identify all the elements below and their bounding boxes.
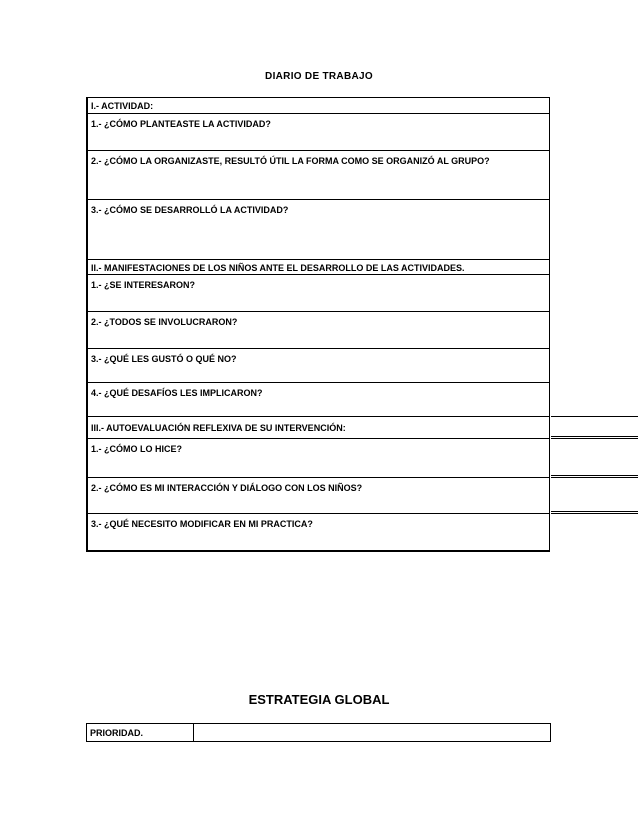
section-2-question-3[interactable]: 3.- ¿QUÉ LES GUSTÓ O QUÉ NO? [88,348,549,382]
section-3-question-3[interactable] [88,513,549,550]
section-2-question-4[interactable]: 4.- ¿QUÉ DESAFÍOS LES IMPLICARON? [88,382,549,416]
section-3-extension-cell [551,438,638,476]
section-2-header: II.- MANIFESTACIONES DE LOS NIÑOS ANTE EL DESARROLLO DE LAS ACTIVIDADES. [88,259,549,274]
section-1-question-1[interactable]: 1.- ¿CÓMO PLANTEASTE LA ACTIVIDAD? [88,113,549,150]
section-1-header: I.- ACTIVIDAD: [91,101,154,111]
section-1-question-2[interactable]: 2.- ¿CÓMO LA ORGANIZASTE, RESULTÓ ÚTIL LA FORMA COMO SE ORGANIZÓ AL GRUPO? [88,150,549,199]
work-diary-table [86,97,550,552]
priority-label: PRIORIDAD. [87,724,194,741]
section-3-question-1-text: 1.- ¿CÓMO LO HICE? [91,444,182,454]
strategy-table [86,723,551,742]
section-3-extension-cell [551,416,638,437]
section-3-extension-cell [551,513,638,549]
priority-value-cell[interactable] [194,724,550,741]
section-3-extension-cell [551,477,638,512]
section-3-question-3-text: 3.- ¿QUÉ NECESITO MODIFICAR EN MI PRACTICA? [91,519,313,529]
section-1-question-3[interactable]: 3.- ¿CÓMO SE DESARROLLÓ LA ACTIVIDAD? [88,199,549,259]
section-3-question-1[interactable] [88,438,549,477]
section-3-question-2[interactable] [88,477,549,513]
section-2-question-1[interactable]: 1.- ¿SE INTERESARON? [88,274,549,311]
strategy-title: ESTRATEGIA GLOBAL [248,692,390,707]
section-3-question-2-text: 2.- ¿CÓMO ES MI INTERACCIÓN Y DIÁLOGO CON LOS NIÑOS? [91,483,363,493]
diary-title: DIARIO DE TRABAJO [265,71,373,82]
section-3-header [88,416,549,438]
section-2-question-2[interactable]: 2.- ¿TODOS SE INVOLUCRARON? [88,311,549,348]
section-3-header-text: III.- AUTOEVALUACIÓN REFLEXIVA DE SU INTERVENCIÓN: [91,423,346,433]
